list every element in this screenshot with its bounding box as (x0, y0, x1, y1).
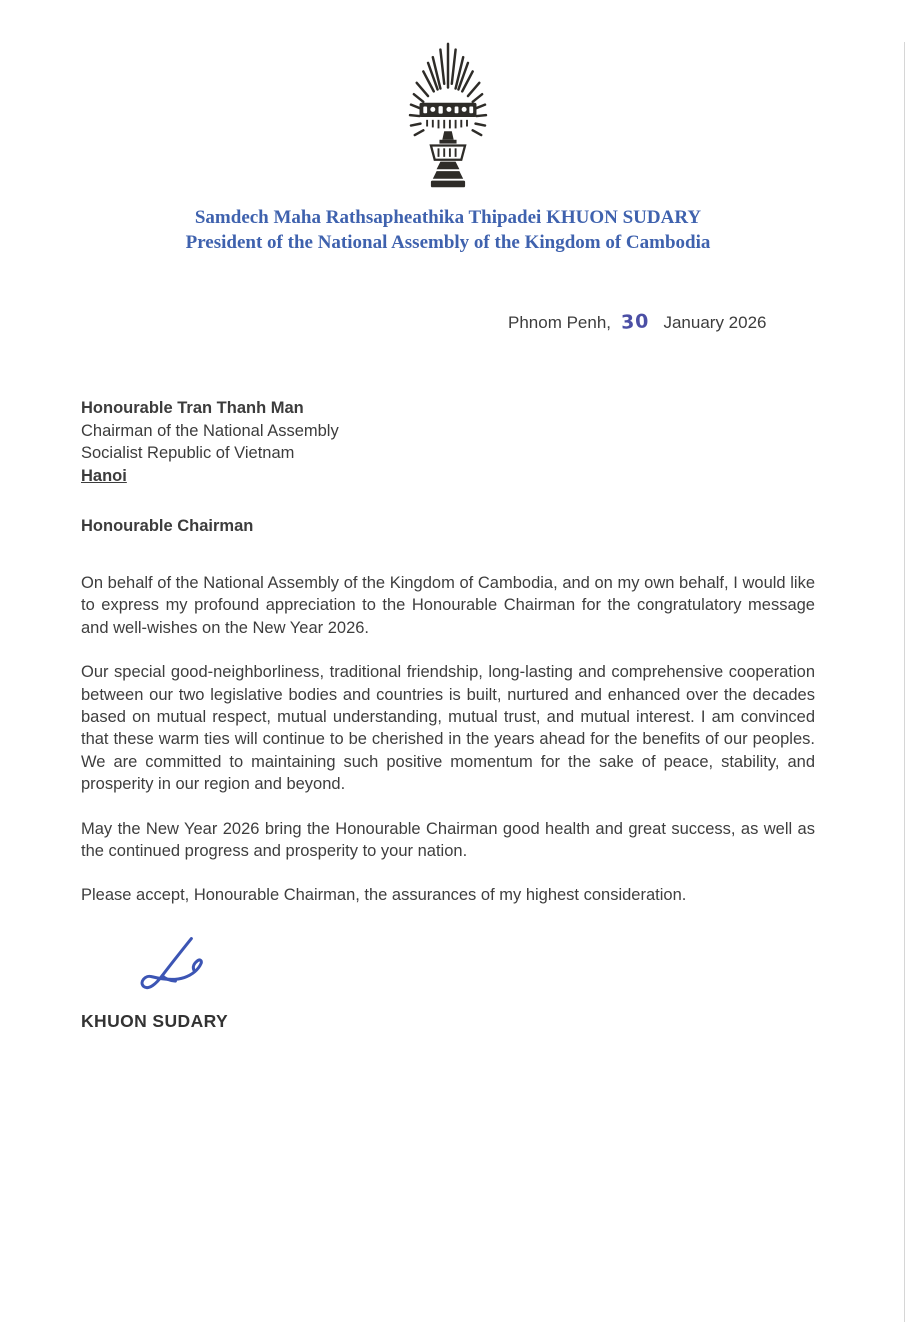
dateline-handwritten-day: 30 (620, 310, 651, 334)
national-assembly-emblem-icon (388, 42, 508, 192)
letter-body (81, 572, 815, 907)
recipient-name: Honourable Tran Thanh Man (81, 399, 304, 417)
letterhead-title (81, 205, 815, 255)
letterhead-title-line1: Samdech Maha Rathsapheathika Thipadei KHUON SUDARY (194, 207, 702, 228)
letter-page (0, 42, 905, 1322)
signature-block (81, 935, 815, 1032)
letterhead-emblem (388, 42, 508, 192)
paragraph-cooperation: Our special good-neighborliness, traditional friendship, long-lasting and comprehensive cooperation between our two legislative bodies and countries is built, nurtured and enhanced over the decades based on mutual respect, mutual understanding, mutual trust, and mutual interest. I am convinced that these warm ties will continue to be cherished in the years ahead for the benefits of our peoples. We are committed to maintaining such positive momentum for the sake of peace, stability, and prosperity in our region and beyond. (81, 663, 815, 794)
dateline (508, 311, 815, 333)
paragraph-closing-courtesy: Please accept, Honourable Chairman, the assurances of my highest consideration. (81, 886, 687, 905)
paragraph-appreciation: On behalf of the National Assembly of the Kingdom of Cambodia, and on my own behalf, I would like to express my profound appreciation to the Honourable Chairman for the congratulatory message and well-wishes on the New Year 2026. (81, 574, 815, 637)
signatory-name: KHUON SUDARY (81, 1010, 229, 1031)
paragraph-new-year-wishes: May the New Year 2026 bring the Honourable Chairman good health and great success, as well as the continued progress and prosperity to your nation. (81, 819, 815, 861)
salutation: Honourable Chairman (81, 517, 254, 535)
recipient-city: Hanoi (81, 466, 127, 485)
recipient-block (81, 397, 815, 487)
handwritten-signature (121, 935, 221, 997)
recipient-country: Socialist Republic of Vietnam (81, 444, 295, 462)
letterhead-title-line2: President of the National Assembly of the Kingdom of Cambodia (185, 232, 711, 253)
dateline-month-year: January 2026 (663, 313, 767, 332)
recipient-title: Chairman of the National Assembly (81, 421, 339, 440)
dateline-place: Phnom Penh, (508, 313, 612, 332)
